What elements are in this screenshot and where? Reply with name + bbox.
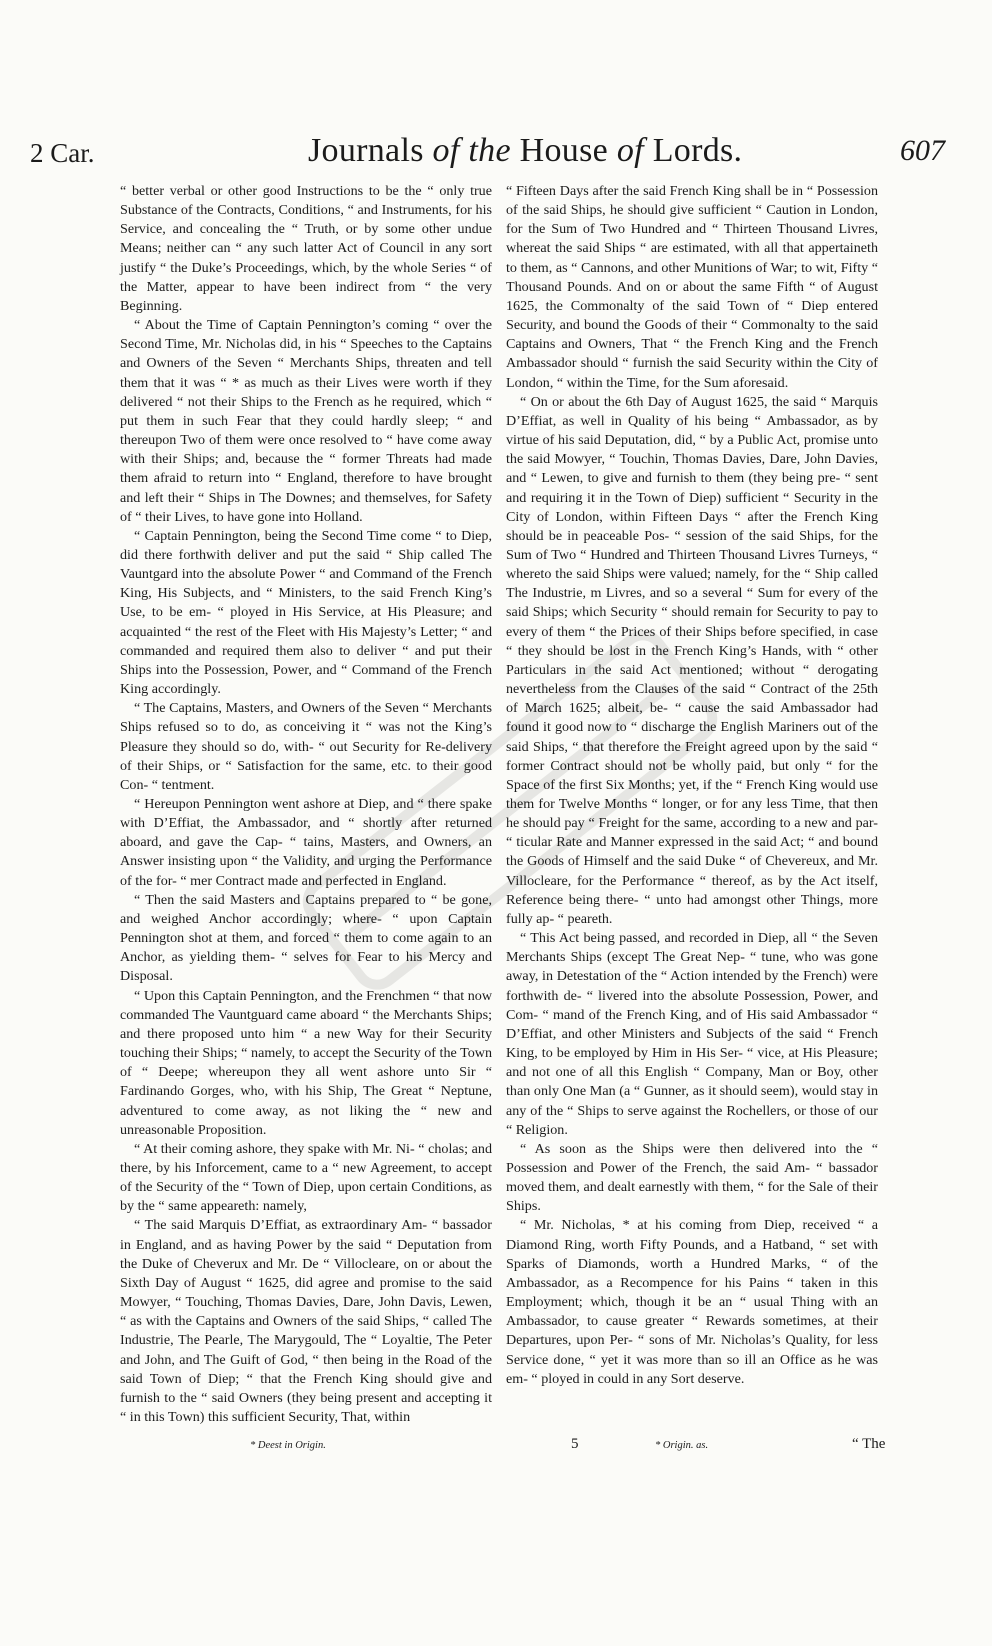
page-title xyxy=(308,132,742,170)
paragraph: “ On or about the 6th Day of August 1625, the said “ Marquis D’Effiat, as well in Quality of his being “ Ambassador, as by virtue of his said Deputation, did, “ by a Public Act, promise unto the said Mowyer, “ Touchin, Thomas Davies, Dare, John Davies, and “ Lewen, to give and furnish to them (they being pre- “ sent and requiring it in the Town of Diep) sufficient “ Security in the City of London, within Fifteen Days “ after the French King should be in peaceable Pos- “ session of the said Ships, for the Sum of Two “ Hundred and Thirteen Thousand Livres Turneys, “ whereto the said Ships were valued; namely, for the “ Ship called The Industrie, m Livres, and so a several “ Sum for every of the said Ships; which Security “ should remain for Security to pay to every of them “ the Prices of their Ships before specified, in case “ they should be lost in the French King’s Hands, with “ other Particulars in the said Act mentioned; without “ derogating nevertheless from the Clauses of the said “ Contract of the 25th of March 1625; albeit, be- “ cause the said Ambassador had found it good now to “ discharge the English Mariners out of the said Ships, “ that therefore the Freight agreed upon by the said “ former Contract should not be wholly paid, but only “ for the Space of the first Six Months; yet, if the “ French King would use them for Twelve Months “ longer, or for any less Time, that then he should pay “ Freight for the same, according to a new and par- “ ticular Rate and Manner expressed in the said Act; “ and bound the Goods of Himself and the said Duke “ of Chevereux, and Mr. Villocleare, for the Performance “ thereof, as by the Act itself, Reference being there- “ unto had amongst other Things, more fully ap- “ peareth. xyxy=(506,393,878,927)
title-word-of-2: of xyxy=(616,132,644,169)
regnal-year: 2 Car. xyxy=(30,138,95,168)
paragraph: “ Captain Pennington, being the Second Time come “ to Diep, did there forthwith deliver and put the said “ Ship called The Vauntgard into the absolute Power “ and Command of the French King, His Subjects, and “ Ministers, to the said French King’s Use, to be em- “ ployed in His Service, at His Pleasure; and acquainted “ the rest of the Fleet with His Majesty’s Letter; “ and commanded and required them also to deliver “ and put their Ships into the Possession, Power, and “ Command of the French King accordingly. xyxy=(120,527,492,698)
paragraph: “ At their coming ashore, they spake with Mr. Ni- “ cholas; and there, by his Inforcement, came to a “ new Agreement, to accept of the Security of the “ Town of Diep, upon certain Conditions, as by the “ same appeareth: namely, xyxy=(120,1140,492,1215)
title-word-lords: Lords. xyxy=(652,132,743,169)
signature-mark: 5 xyxy=(571,1436,579,1452)
paragraph: “ About the Time of Captain Pennington’s coming “ over the Second Time, Mr. Nicholas did, in his “ Speeches to the Captains and Owners of the Seven “ Merchants Ships, threaten and tell them that it was “ * as much as their Lives were worth if they delivered “ not their Ships to the French as he required, which “ put them in such Fear that they could hardly sleep; “ and thereupon Two of them were once resolved to “ have come away with their Ships; and, because the “ former Threats had made them afraid to return into “ England, therefore to have brought and left their “ Ships in The Downes; and themselves, for Safety of “ their Lives, to have gone into Holland. xyxy=(120,317,492,525)
paragraph: “ Mr. Nicholas, * at his coming from Diep, received “ a Diamond Ring, worth Fifty Pounds, and a Hatband, “ set with Sparks of Diamonds, worth a Hundred Marks, “ of the Ambassador, as a Recompence for his Pains “ taken in this Employment; which, though it be an “ usual Thing with an Ambassador, to cause greater “ Rewards sometimes, at their Departures, upon Per- “ sons of Mr. Nicholas’s Quality, for less Service done, “ yet it was more than so ill an Office as he was em- “ ployed in could in any Sort deserve. xyxy=(506,1217,878,1387)
running-header xyxy=(0,132,992,180)
title-word-house: House xyxy=(519,132,609,169)
footnote-left: * Deest in Origin. xyxy=(250,1440,326,1451)
paragraph: “ The said Marquis D’Effiat, as extraordinary Am- “ bassador in England, and as having Power by the said “ Deputation from the Duke of Cheverux and Mr. De “ Villocleare, on or about the Sixth Day of August “ 1625, did agree and promise to the said Mowyer, “ Touching, Thomas Davies, Dare, John Davis, Lewen, “ as with the Captains and Owners of the said Ships, “ called The Industrie, The Pearle, The Marygould, The “ Loyaltie, The Peter and John, and The Guift of God, “ then being in the Road of the said Town of Diep; “ that the French King should give and furnish to the “ said Owners (they being present and accepting it “ in this Town) this sufficient Security, That, within xyxy=(120,1217,492,1425)
paragraph: “ Upon this Captain Pennington, and the Frenchmen “ that now commanded The Vauntguard came aboard “ the Merchants Ships; and there proposed unto him “ a new Way for their Security touching their Ships; “ namely, to accept the Security of the Town of “ Deepe; whereupon they all went ashore unto Sir “ Fardinando Gorges, who, with his Ship, The Great “ Neptune, adventured to come away, as not liking the “ new and unreasonable Proposition. xyxy=(120,987,492,1138)
paragraph: “ This Act being passed, and recorded in Diep, all “ the Seven Merchants Ships (except The Great Nep- “ tune, who was gone away, in Detestation of the “ Action intended by the French) were forthwith de- “ livered into the absolute Possession, Power, and Com- “ mand of the French King, and of His said Ambassador “ D’Effiat, and other Ministers and Subjects of the said “ French King, to be employed by Him in His Ser- “ vice, at His Pleasure; and not one of all this English “ Company, Man or Boy, other than only One Man (a “ Gunner, as it should seem), would stay in any of the “ Ships to serve against the Rochellers, or those of our “ Religion. xyxy=(506,930,878,1138)
paragraph: “ The Captains, Masters, and Owners of the Seven “ Merchants Ships refused so to do, as conceiving it “ was not the King’s Pleasure they should so do, with- “ out Security for Re-delivery of their Ships, or “ Satisfaction for the same, etc. to their good Con- “ tentment. xyxy=(120,700,492,793)
paragraph: “ Fifteen Days after the said French King shall be in “ Possession of the said Ships, he should give sufficient “ Caution in London, for the Sum of Two Hundred and “ Thirteen Thousand Livres, whereat the said Ships “ are estimated, with all that appertaineth to them, as “ Cannons, and other Munitions of War; to wit, Fifty “ Thousand Pounds. And on or about the same Fifth “ of August 1625, the Commonalty of the said Town of “ Diep entered Security, and bound the Goods of their “ Commonalty to the said Captains and Owners, That “ the French King and the French Ambassador should “ furnish the said Security within the City of London, “ within the Time, for the Sum aforesaid. xyxy=(506,183,878,391)
title-word-the: the xyxy=(468,132,511,169)
paragraph: “ better verbal or other good Instructions to be the “ only true Substance of the Contracts, Conditions, “ and Instruments, for his Service, and concealing the “ Truth, or by some other undue Means; neither can “ any such latter Act of Council in any sort justify “ the Duke’s Proceedings, which, by the whole Series “ of the Matter, appear to have been indirect from “ the very Beginning. xyxy=(120,183,492,314)
paragraph: “ Then the said Masters and Captains prepared to “ be gone, and weighed Anchor accordingly; where- “ upon Captain Pennington shot at them, and forced “ them to come again to an Anchor, as yielding them- “ selves for Fear to his Mercy and Disposal. xyxy=(120,891,492,985)
page-number: 607 xyxy=(900,134,945,167)
title-word-journals: Journals xyxy=(308,132,424,169)
right-text-column xyxy=(506,182,878,1389)
title-word-of: of xyxy=(432,132,460,169)
paragraph: “ As soon as the Ships were then delivered into the “ Possession and Power of the French, the said Am- “ bassador moved them, and dealt earnestly with them, “ for the Sale of their Ships. xyxy=(506,1140,878,1215)
footnote-right: * Origin. as. xyxy=(655,1440,709,1451)
catchword: “ The xyxy=(852,1436,886,1452)
paragraph: “ Hereupon Pennington went ashore at Diep, and “ there spake with D’Effiat, the Ambassador, and “ shortly after returned aboard, and gave the Cap- “ tains, Masters, and Owners, an Answer insisting upon “ the Validity, and urging the Performance of the for- “ mer Contract made and perfected in England. xyxy=(120,796,492,889)
left-text-column xyxy=(120,182,492,1427)
